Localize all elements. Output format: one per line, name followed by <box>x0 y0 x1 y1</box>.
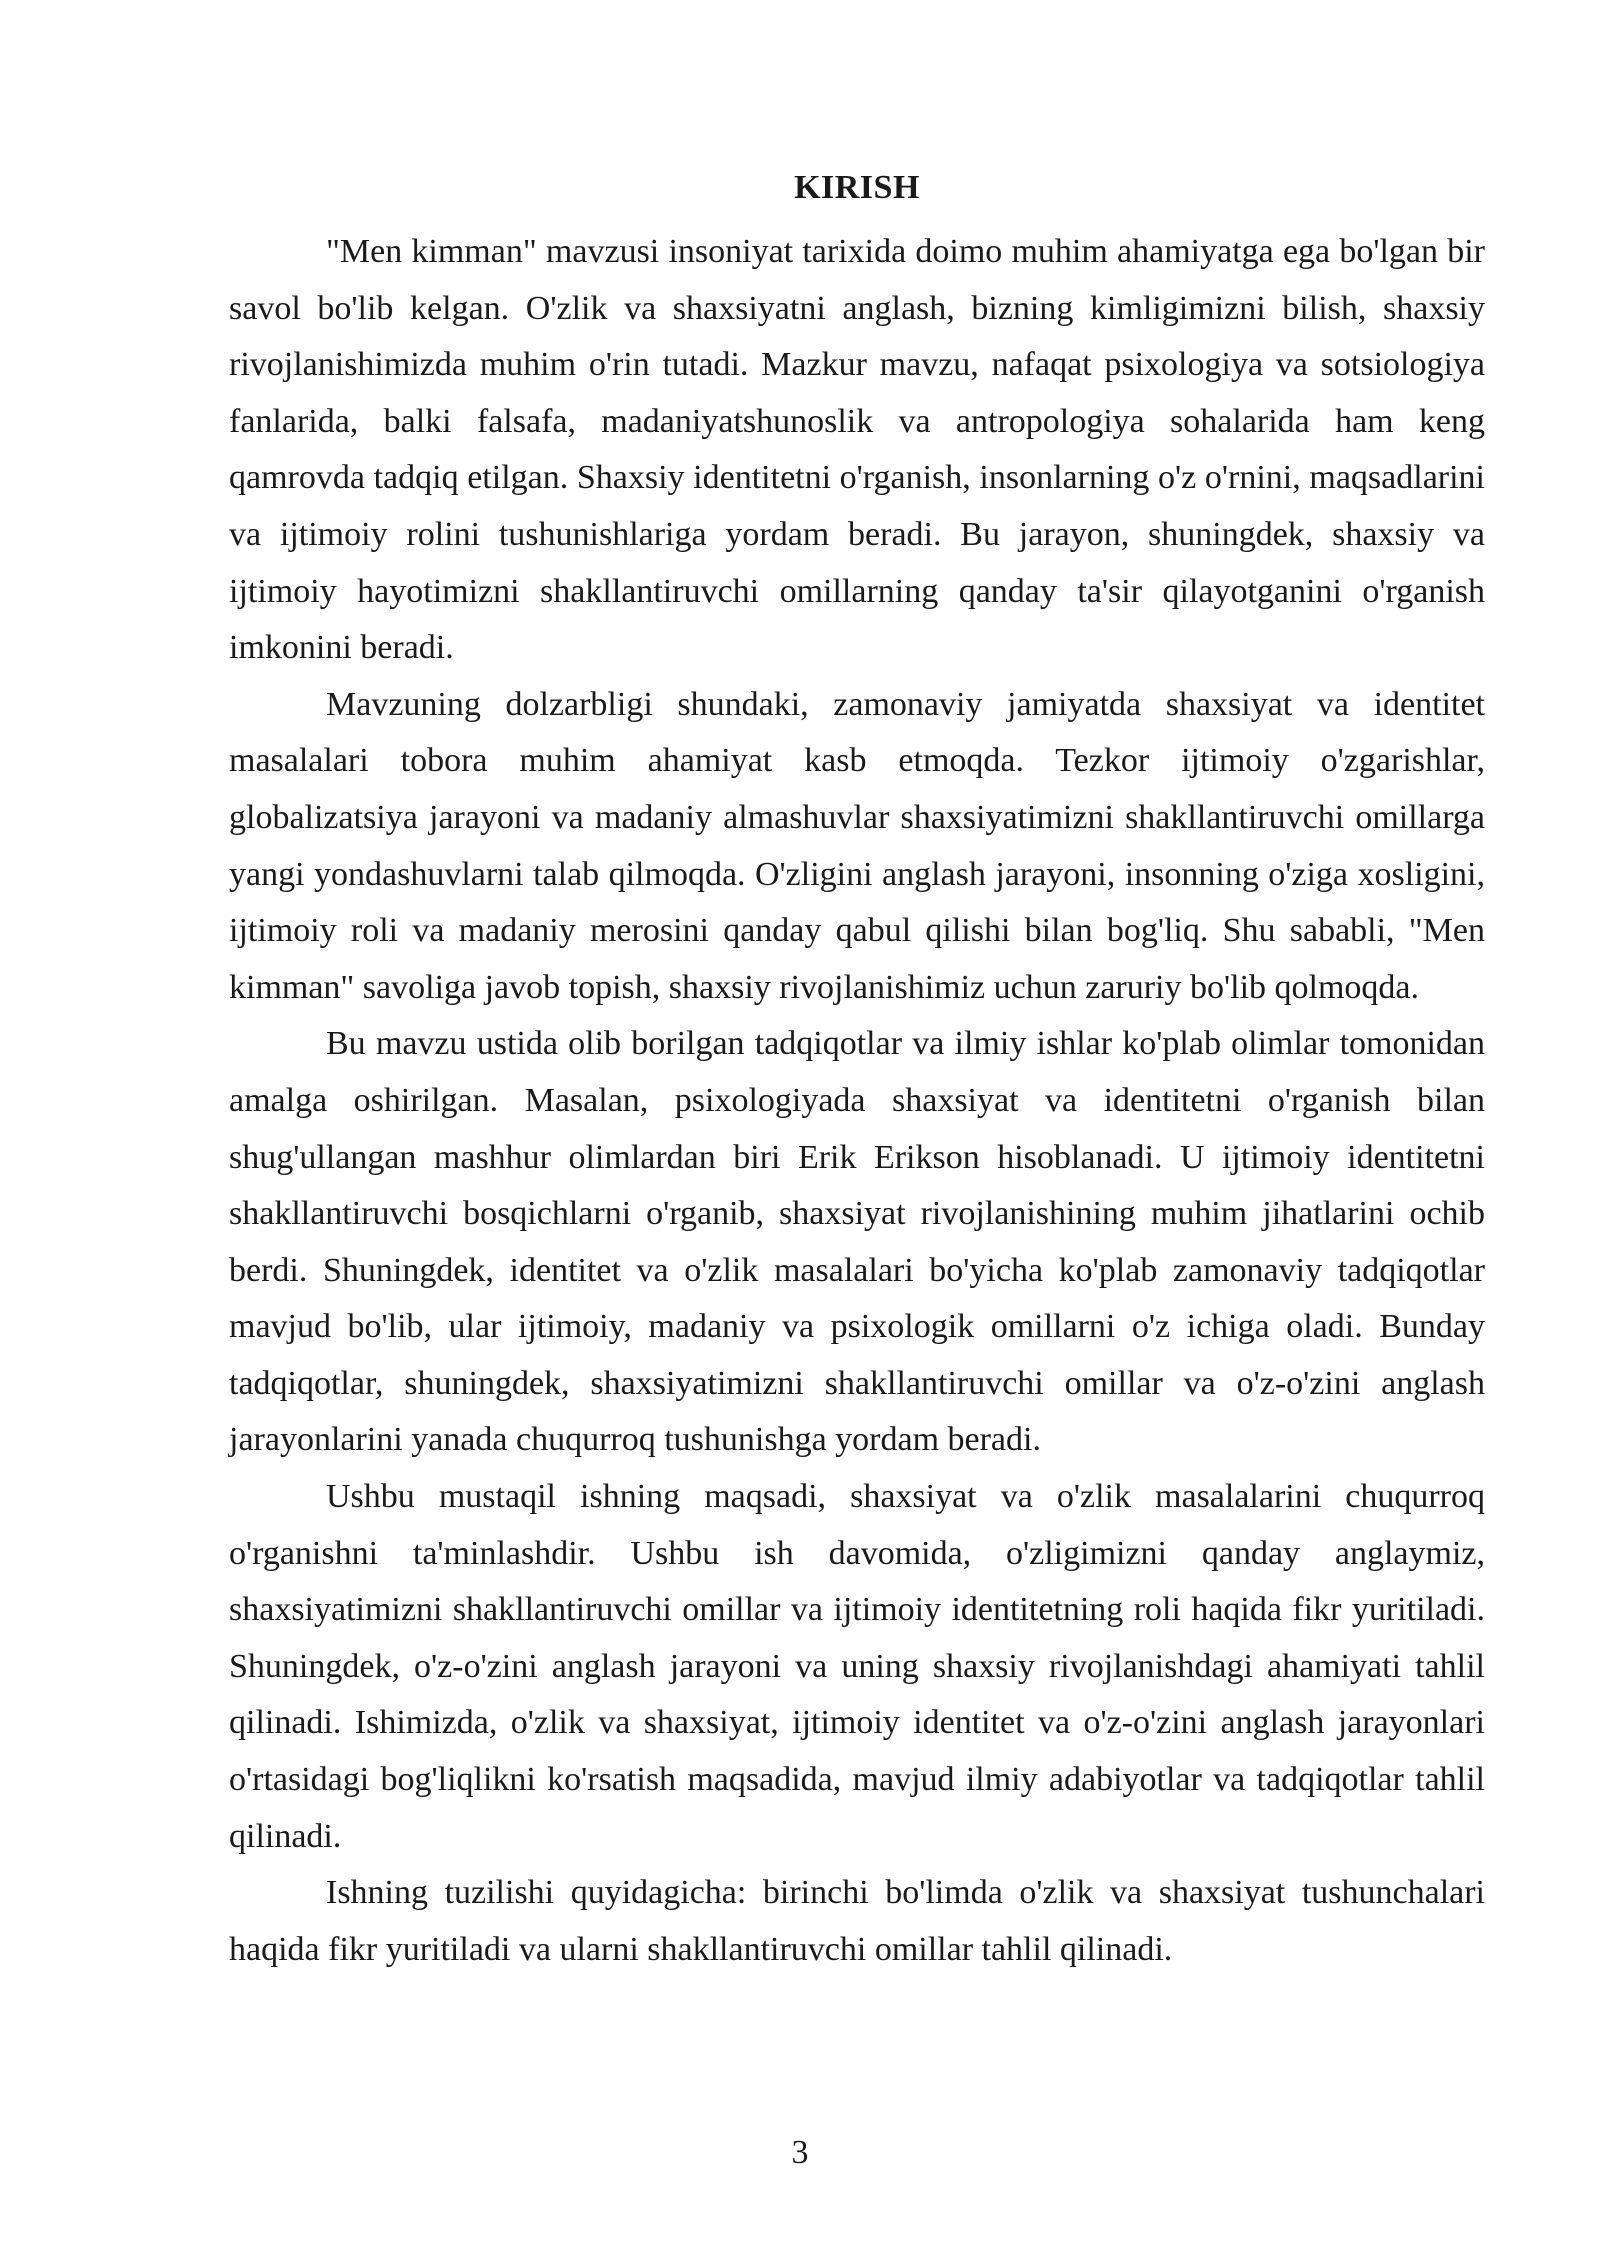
paragraph-structure: Ishning tuzilishi quyidagicha: birinchi bo'limda o'zlik va shaxsiyat tushunchalari haqida fikr yuritiladi va ularni shakllantiruvchi omillar tahlil qilinadi. <box>229 1874 1485 1968</box>
paragraph-research: Bu mavzu ustida olib borilgan tadqiqotlar va ilmiy ishlar ko'plab olimlar tomonidan amalga oshirilgan. Masalan, psixologiyada shaxsiyat va identitetni o'rganish bilan shug'ullangan mashhur olimlardan biri Erik Erikson hisoblanadi. U ijtimoiy identitetni shakllantiruvchi bosqichlarni o'rganib, shaxsiyat rivojlanishining muhim jihatlarini ochib berdi. Shuningdek, identitet va o'zlik masalalari bo'yicha ko'plab zamonaviy tadqiqotlar mavjud bo'lib, ular ijtimoiy, madaniy va psixologik omillarni o'z ichiga oladi. Bunday tadqiqotlar, shuningdek, shaxsiyatimizni shakllantiruvchi omillar va o'z-o'zini anglash jarayonlarini yanada chuqurroq tushunishga yordam beradi. <box>229 1025 1485 1459</box>
section-title: KIRISH <box>794 169 920 206</box>
paragraph-introduction: "Men kimman" mavzusi insoniyat tarixida doimo muhim ahamiyatga ega bo'lgan bir savol bo'lib kelgan. O'zlik va shaxsiyatni anglash, bizning kimligimizni bilish, shaxsiy rivojlanishimizda muhim o'rin tutadi. Mazkur mavzu, nafaqat psixologiya va sotsiologiya fanlarida, balki falsafa, madaniyatshunoslik va antropologiya sohalarida ham keng qamrovda tadqiq etilgan. Shaxsiy identitetni o'rganish, insonlarning o'z o'rnini, maqsadlarini va ijtimoiy rolini tushunishlariga yordam beradi. Bu jarayon, shuningdek, shaxsiy va ijtimoiy hayotimizni shakllantiruvchi omillarning qanday ta'sir qilayotganini o'rganish imkonini beradi. <box>229 233 1485 667</box>
page-body <box>229 160 1485 1978</box>
paragraph-relevance: Mavzuning dolzarbligi shundaki, zamonaviy jamiyatda shaxsiyat va identitet masalalari tobora muhim ahamiyat kasb etmoqda. Tezkor ijtimoiy o'zgarishlar, globalizatsiya jarayoni va madaniy almashuvlar shaxsiyatimizni shakllantiruvchi omillarga yangi yondashuvlarni talab qilmoqda. O'zligini anglash jarayoni, insonning o'ziga xosligini, ijtimoiy roli va madaniy merosini qanday qabul qilishi bilan bog'liq. Shu sababli, "Men kimman" savoliga javob topish, shaxsiy rivojlanishimiz uchun zaruriy bo'lib qolmoqda. <box>229 685 1485 1006</box>
page-number: 3 <box>791 2134 809 2171</box>
paragraph-goal: Ushbu mustaqil ishning maqsadi, shaxsiyat va o'zlik masalalarini chuqurroq o'rganishni ta'minlashdir. Ushbu ish davomida, o'zligimizni qanday anglaymiz, shaxsiyatimizni shakllantiruvchi omillar va ijtimoiy identitetning roli haqida fikr yuritiladi. Shuningdek, o'z-o'zini anglash jarayoni va uning shaxsiy rivojlanishdagi ahamiyati tahlil qilinadi. Ishimizda, o'zlik va shaxsiyat, ijtimoiy identitet va o'z-o'zini anglash jarayonlari o'rtasidagi bog'liqlikni ko'rsatish maqsadida, mavjud ilmiy adabiyotlar va tadqiqotlar tahlil qilinadi. <box>229 1478 1485 1855</box>
